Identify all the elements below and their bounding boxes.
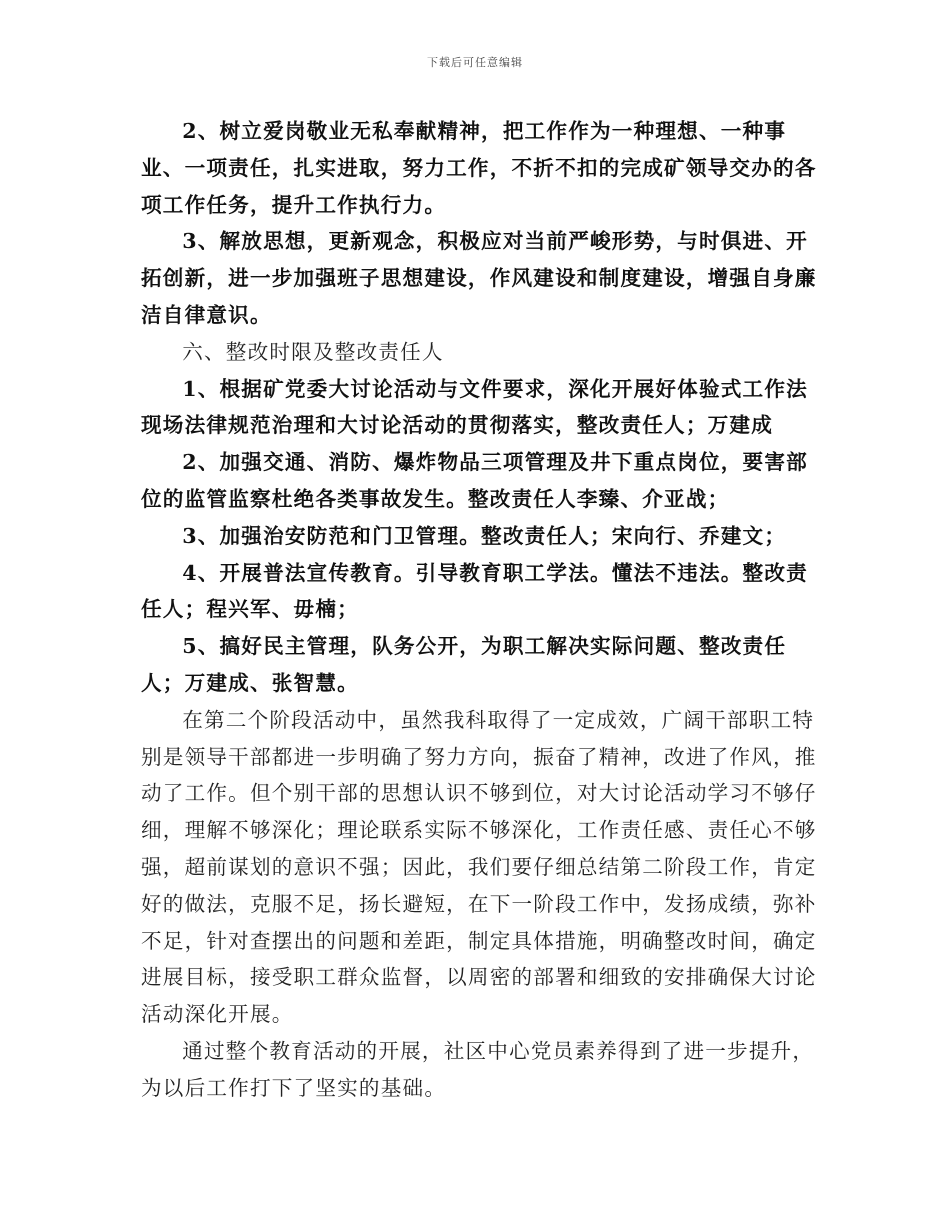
paragraph-rectify-item-5: 5、搞好民主管理，队务公开，为职工解决实际问题、整改责任人；万建成、张智慧。 [141,634,787,695]
paragraph-stage-two-summary: 在第二个阶段活动中，虽然我科取得了一定成效，广阔干部职工特别是领导干部都进一步明确了努力方向，振奋了精神，改进了作风，推动了工作。但个别干部的思想认识不够到位，对大讨论活动学习不够仔细，理解不够深化；理论联系实际不够深化，工作责任感、责任心不够强，超前谋划的意识不强；因此，我们要仔细总结第二阶段工作，肯定好的做法，克服不足，扬长避短，在下一阶段工作中，发扬成绩，弥补不足，针对查摆出的问题和差距，制定具体措施，明确整改时间，确定进展目标，接受职工群众监督，以周密的部署和细致的安排确保大讨论活动深化开展。 [141,707,817,1027]
paragraph-item-2-dedication: 2、树立爱岗敬业无私奉献精神，把工作作为一种理想、一种事业、一项责任，扎实进取，努力工作，不折不扣的完成矿领导交办的各项工作任务，提升工作执行力。 [141,119,817,217]
paragraph-rectify-item-3: 3、加强治安防范和门卫管理。整改责任人；宋向行、乔建文； [182,523,787,548]
paragraph-conclusion: 通过整个教育活动的开展，社区中心党员素养得到了进一步提升，为以后工作打下了坚实的基础。 [141,1038,815,1100]
paragraph-item-3-emancipate-thought: 3、解放思想，更新观念，积极应对当前严峻形势，与时俱进、开拓创新，进一步加强班子思想建设，作风建设和制度建设，增强自身廉洁自律意识。 [141,229,817,327]
page-header: 下载后可任意编辑 [427,56,523,69]
paragraph-rectify-item-1: 1、根据矿党委大讨论活动与文件要求，深化开展好体验式工作法现场法律规范治理和大讨论活动的贯彻落实，整改责任人；万建成 [141,376,808,438]
section-heading-rectification-deadline: 六、整改时限及整改责任人 [182,339,444,364]
paragraph-rectify-item-2: 2、加强交通、消防、爆炸物品三项管理及井下重点岗位，要害部位的监管监察杜绝各类事故发生。整改责任人李臻、介亚战； [141,450,808,511]
document-body [141,113,821,1107]
paragraph-rectify-item-4: 4、开展普法宣传教育。引导教育职工学法。懂法不违法。整改责任人；程兴军、毋楠； [141,560,808,622]
